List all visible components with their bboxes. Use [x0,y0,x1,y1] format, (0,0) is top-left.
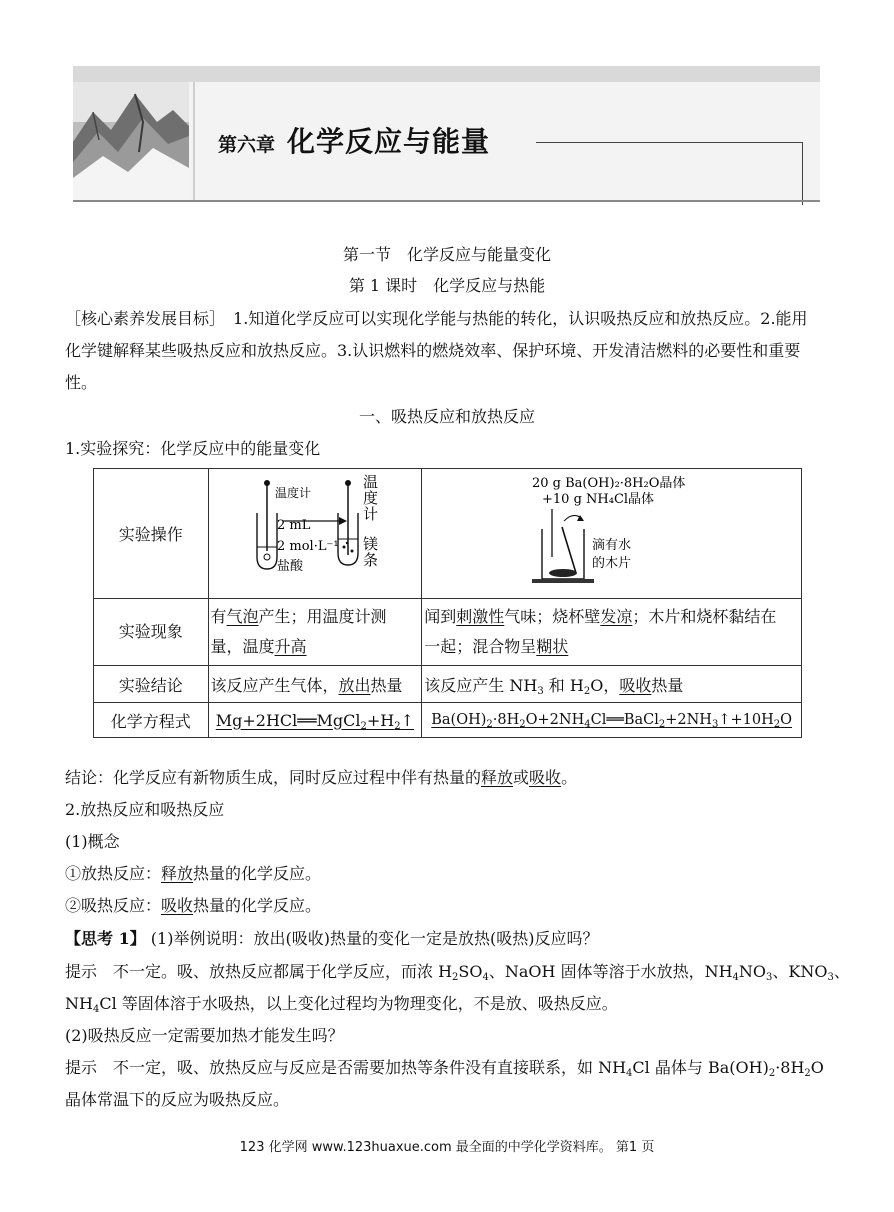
mg-hcl-apparatus [211,469,416,594]
part1-title: 一、吸热反应和放热反应 [358,407,535,426]
thermometer-vertical-label: 温度计 [362,473,378,523]
amount-label: 2 mL [276,518,310,533]
header-bottom-rule [73,200,820,202]
reagent1-label: 20 g Ba(OH)₂·8H₂O晶体 [532,476,686,491]
table-row [94,469,802,599]
conclusion-right: 该反应产生 $NH_3$ 和 $H_2O$，吸收热量 [422,666,802,703]
conclusion-left: 该反应产生气体，放出热量 [208,666,422,703]
figure-mg-hcl [208,469,422,599]
endo-definition: ②吸热反应：吸收热量的化学反应。 [65,896,322,915]
think-answer-1-line-1: 提示 不一定。吸、放热反应都属于化学反应，而浓 $H_2SO_4$、NaOH 固体等溶于水放热，$NH_4NO_3$、$KNO_3$、 [65,962,850,983]
phenomenon-right: 闻到刺激性气味；烧杯壁发凉；木片和烧杯黏结在 一起；混合物呈糊状 [422,599,802,666]
board1-label: 滴有水 [592,538,632,553]
baoh2-apparatus [424,469,794,594]
row-label: 实验结论 [94,666,209,703]
metal-label: 镁条 [362,535,378,569]
table-row [94,666,802,703]
concept-title: (1)概念 [65,832,120,851]
goals-line-2: 化学键解释某些吸热反应和放热反应。3.认识燃料的燃烧效率、保护环境、开发清洁燃料的必要性和重要 [65,341,801,360]
row-label: 实验操作 [94,469,209,599]
reagent2-label: +10 g NH₄Cl晶体 [542,492,655,507]
row-label: 化学方程式 [94,703,209,738]
header-frame [536,142,803,205]
goals-line-3: 性。 [65,373,98,392]
part2-title: 2.放热反应和吸热反应 [65,800,225,819]
section-title: 第一节 化学反应与能量变化 [342,245,551,264]
header-divider [193,82,195,200]
think-answer-2-line-1: 提示 不一定，吸、放热反应与反应是否需要加热等条件没有直接联系，如 $NH_4Cl$ 晶体与 $Ba(OH)_2\cdot 8H_2O$ [65,1058,824,1079]
equation-left: $Mg+2HCl══MgCl_2+H_2↑$ [208,703,422,738]
chapter-number: 第六章 [218,134,276,156]
think-question-2: (2)吸热反应一定需要加热才能发生吗？ [65,1026,344,1045]
figure-baoh2-nh4cl [422,469,802,599]
experiment-table [93,468,802,738]
conclusion-text: 结论：化学反应有新物质生成，同时反应过程中伴有热量的释放或吸收。 [65,768,578,787]
think-question-1: 【思考 1】 (1)举例说明：放出(吸收)热量的变化一定是放热(吸热)反应吗？ [65,929,599,948]
acid-label: 盐酸 [276,559,303,574]
thermometer-label: 温度计 [274,486,311,500]
table-row [94,703,802,738]
row-label: 实验现象 [94,599,209,666]
equation-right: $Ba(OH)_2\cdot 8H_2O+2NH_4Cl══BaCl_2+2NH_3↑+10H_2O$ [422,703,802,738]
page-footer: 123 化学网 www.123huaxue.com 最全面的中学化学资料库。 第1 页 [239,1140,655,1155]
table-row [94,599,802,666]
exo-definition: ①放热反应：释放热量的化学反应。 [65,864,322,883]
exp-heading: 1.实验探究：化学反应中的能量变化 [65,439,321,458]
chapter-title [218,120,490,160]
think-answer-2-line-2: 晶体常温下的反应为吸热反应。 [65,1090,290,1109]
board2-label: 的木片 [592,556,632,571]
goals-label: ［核心素养发展目标］ [65,309,226,328]
header-strip [73,66,820,82]
chapter-name: 化学反应与能量 [287,125,491,158]
mountain-photo [73,82,189,200]
lesson-title: 第 1 课时 化学反应与热能 [348,276,546,295]
phenomenon-left: 有气泡产生；用温度计测 量，温度升高 [208,599,422,666]
think-answer-1-line-2: $NH_4Cl$ 等固体溶于水吸热，以上变化过程均为物理变化，不是放、吸热反应。 [65,994,618,1015]
goals-line-1: ［核心素养发展目标］ 1.知道化学反应可以实现化学能与热能的转化，认识吸热反应和放热反应。2.能用 [65,309,808,328]
conc-label: 2 mol·L⁻¹ [276,539,339,554]
